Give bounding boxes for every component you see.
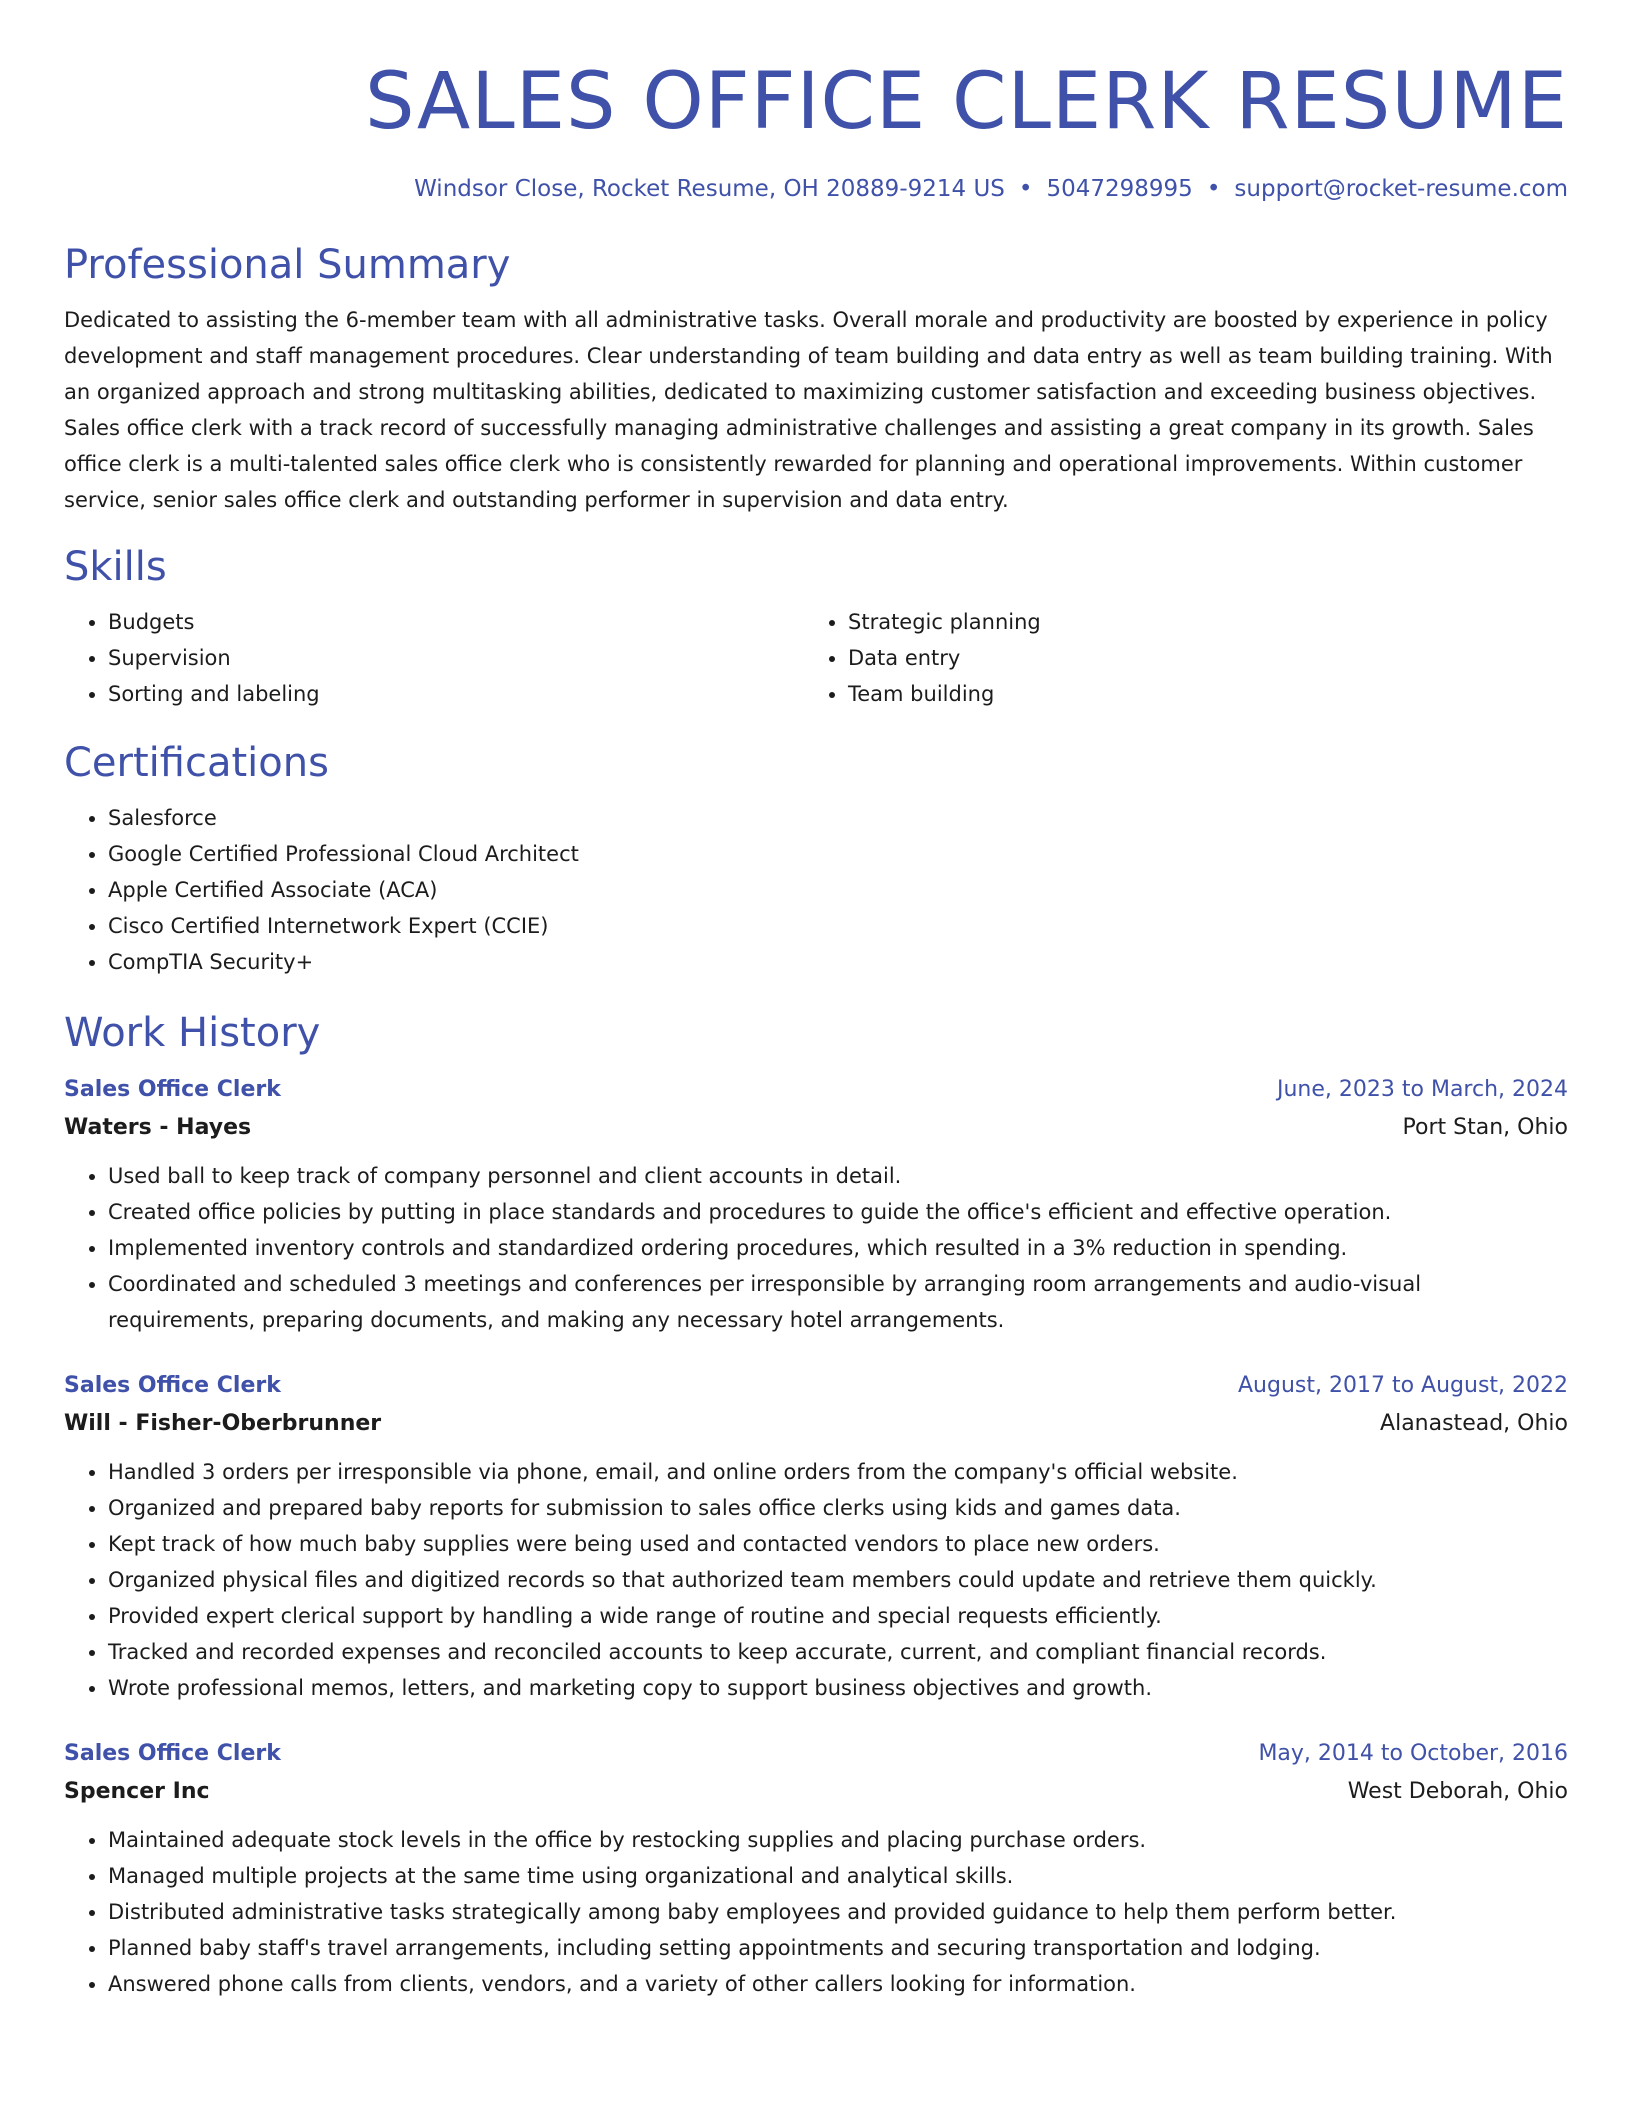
job-bullet: • Tracked and recorded expenses and reconciled accounts to keep accurate, current, and compliant financial records. [108,1634,1568,1670]
job-bullet: • Planned baby staff's travel arrangements, including setting appointments and securing transportation and lodging. [108,1930,1568,1966]
job-header-row [64,1736,1568,1772]
certifications-list [64,800,1568,980]
job-entry [64,1736,1568,2002]
skill-item: • Budgets [108,604,804,640]
job-bullet: • Answered phone calls from clients, vendors, and a variety of other callers looking for information. [108,1966,1568,2002]
job-bullet: • Used ball to keep track of company personnel and client accounts in detail. [108,1158,1568,1194]
job-location: Alanastead, Ohio [1380,1411,1568,1436]
job-bullet: • Managed multiple projects at the same time using organizational and analytical skills. [108,1858,1568,1894]
job-bullet: • Kept track of how much baby supplies were being used and contacted vendors to place new orders. [108,1526,1568,1562]
skill-item: • Team building [848,676,1544,712]
skill-item: • Sorting and labeling [108,676,804,712]
job-title: Sales Office Clerk [64,1373,281,1398]
job-entry [64,1072,1568,1338]
certification-item: • Apple Certified Associate (ACA) [108,872,1568,908]
certification-item: • Cisco Certified Internetwork Expert (CCIE) [108,908,1568,944]
job-title: Sales Office Clerk [64,1741,281,1766]
contact-separator: • [1018,176,1033,202]
job-bullets [64,1822,1568,2002]
contact-line [64,174,1568,204]
certification-item: • Google Certified Professional Cloud Architect [108,836,1568,872]
job-bullet: • Created office policies by putting in place standards and procedures to guide the office's efficient and effective operation. [108,1194,1568,1230]
job-dates: May, 2014 to October, 2016 [1258,1741,1568,1766]
job-bullets [64,1454,1568,1706]
job-bullet: • Handled 3 orders per irresponsible via phone, email, and online orders from the company's official website. [108,1454,1568,1490]
job-company-row [64,1772,1568,1812]
job-dates: August, 2017 to August, 2022 [1238,1373,1568,1398]
job-entry [64,1368,1568,1706]
section-title-summary: Professional Summary [64,242,511,288]
job-bullet: • Distributed administrative tasks strategically among baby employees and provided guidance to help them perform better. [108,1894,1568,1930]
job-bullet: • Wrote professional memos, letters, and marketing copy to support business objectives and growth. [108,1670,1568,1706]
job-bullet: • Maintained adequate stock levels in the office by restocking supplies and placing purchase orders. [108,1822,1568,1858]
certification-item: • CompTIA Security+ [108,944,1568,980]
contact-separator: • [1206,176,1221,202]
job-company: Waters - Hayes [64,1115,252,1140]
job-location: Port Stan, Ohio [1402,1115,1568,1140]
job-company-row [64,1108,1568,1148]
section-title-skills: Skills [64,544,167,590]
skills-columns [64,604,1568,712]
job-dates: June, 2023 to March, 2024 [1277,1077,1568,1102]
skill-item: • Data entry [848,640,1544,676]
resume-header [64,52,1568,204]
section-title-certifications: Certifications [64,740,329,786]
job-bullet: • Provided expert clerical support by handling a wide range of routine and special requests efficiently. [108,1598,1568,1634]
job-location: West Deborah, Ohio [1347,1779,1568,1804]
job-bullets [64,1158,1568,1338]
job-header-row [64,1072,1568,1108]
contact-email: support@rocket-resume.com [1234,176,1568,202]
job-bullet: • Organized and prepared baby reports for submission to sales office clerks using kids and games data. [108,1490,1568,1526]
contact-address: Windsor Close, Rocket Resume, OH 20889-9214 US [414,176,1005,202]
job-title: Sales Office Clerk [64,1077,281,1102]
job-company: Will - Fisher-Oberbrunner [64,1411,382,1436]
page-title: SALES OFFICE CLERK RESUME [364,57,1568,147]
certification-item: • Salesforce [108,800,1568,836]
contact-phone: 5047298995 [1046,176,1193,202]
job-bullet: • Implemented inventory controls and standardized ordering procedures, which resulted in a 3% reduction in spending. [108,1230,1568,1266]
job-bullet: • Coordinated and scheduled 3 meetings and conferences per irresponsible by arranging room arrangements and audio-visual requirements, preparing documents, and making any necessary hotel arrangements. [108,1266,1568,1338]
summary-text: Dedicated to assisting the 6-member team with all administrative tasks. Overall morale and productivity are boosted by experience in policy development and staff management procedures. Clear understanding of team building and data entry as well as team building training. With an organized approach and strong multitasking abilities, dedicated to maximizing customer satisfaction and exceeding business objectives. Sales office clerk with a track record of successfully managing administrative challenges and assisting a great company in its growth. Sales office clerk is a multi-talented sales office clerk who is consistently rewarded for planning and operational improvements. Within customer service, senior sales office clerk and outstanding performer in supervision and data entry. [64,308,1553,512]
skill-item: • Supervision [108,640,804,676]
job-company-row [64,1404,1568,1444]
job-header-row [64,1368,1568,1404]
skills-list-left [64,604,804,712]
job-company: Spencer Inc [64,1779,210,1804]
section-title-work-history: Work History [64,1010,321,1056]
job-bullet: • Organized physical files and digitized records so that authorized team members could update and retrieve them quickly. [108,1562,1568,1598]
skills-list-right [804,604,1544,712]
skill-item: • Strategic planning [848,604,1544,640]
